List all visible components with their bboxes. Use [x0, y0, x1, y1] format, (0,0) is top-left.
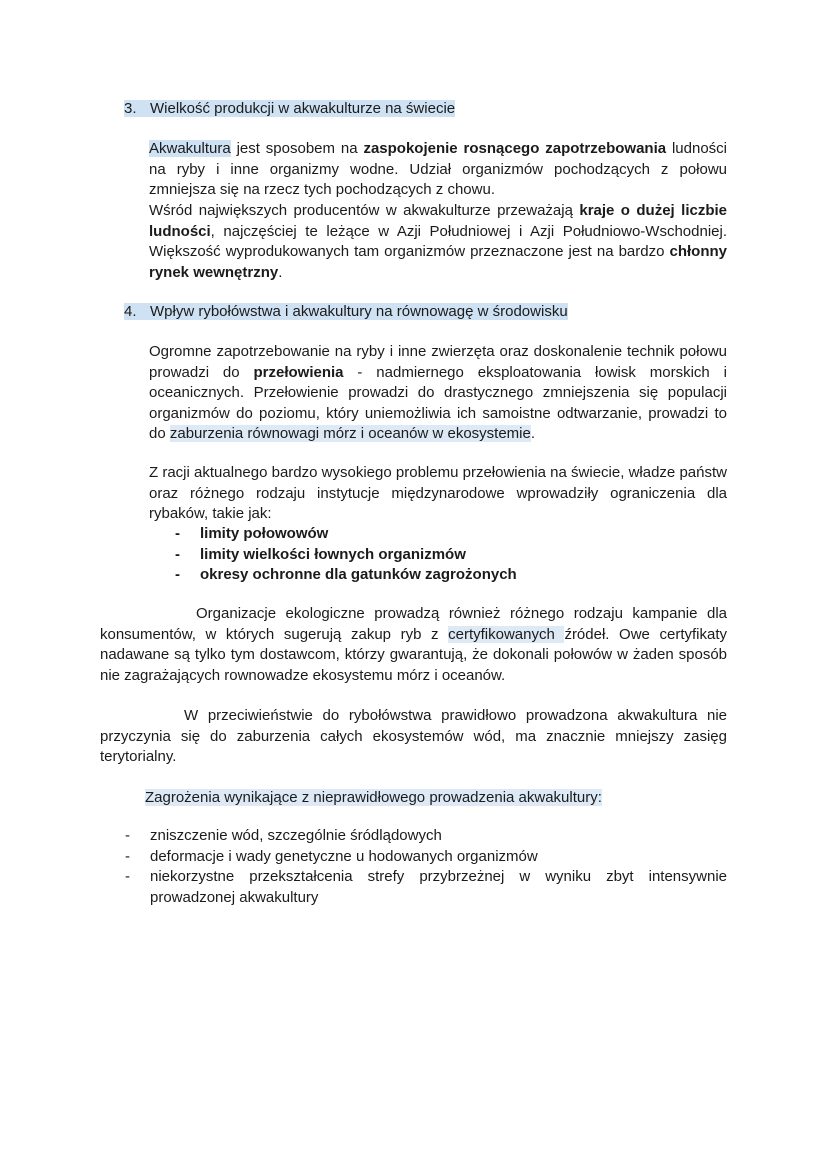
text-run: . — [530, 425, 536, 442]
bold-demand: zaspokojenie rosnącego zapotrzebowania — [363, 140, 667, 157]
text-run: Organizacje ekologiczne prowadzą również różnego rodzaju kampanie dla konsumentów, w których sugerują zakup ryb z — [100, 605, 727, 643]
list-item-text: zniszczenie wód, szczególnie śródlądowych — [150, 827, 442, 844]
bold-populous-countries: kraje o dużej liczbie ludności — [149, 202, 727, 240]
section-3-title: Wielkość produkcji w akwakulturze na świecie — [150, 100, 456, 117]
list-item — [175, 565, 727, 586]
section-3-heading — [124, 99, 455, 120]
highlight-ecosystem-disruption: zaburzenia równowagi mórz i oceanów w ekosystemie — [169, 425, 531, 442]
list-item — [175, 545, 727, 566]
text-run: W przeciwieństwie do rybołówstwa prawidłowo prowadzona akwakultura nie przyczynia się do zaburzenia całych ekosystemów wód, ma znacznie mniejszy zasięg terytorialny. — [100, 707, 727, 765]
text-run: jest sposobem na — [230, 140, 364, 157]
threats-heading — [145, 788, 602, 809]
section-4-title: Wpływ rybołówstwa i akwakultury na równowagę w środowisku — [150, 303, 568, 320]
text-run: ludności na ryby i inne organizmy wodne. Udział organizmów pochodzących z połowu zmniejsza się na rzecz tych pochodzących z chowu. — [149, 140, 728, 198]
threats-list — [125, 826, 727, 908]
dash-bullet: - — [125, 827, 130, 844]
list-item — [125, 867, 727, 908]
section-4-heading — [124, 302, 568, 323]
list-item — [125, 826, 727, 847]
text-run: Z racji aktualnego bardzo wysokiego problemu przełowienia na świecie, władze państw oraz różnego rodzaju instytucje międzynarodowe wprowadziły ograniczenia dla rybaków, takie jak: — [149, 464, 727, 522]
dash-bullet: - — [125, 847, 130, 865]
text-run: źródeł. Owe certyfikaty nadawane są tylko tym dostawcom, którzy gwarantują, że dokonali połowów w żaden sposób nie zagrażających rownowadze ekosystemu mórz i oceanów. — [100, 625, 728, 684]
paragraph-certification — [100, 604, 727, 686]
list-item-text: limity połowowów — [200, 525, 329, 542]
term-akwakultura: Akwakultura — [149, 140, 231, 157]
paragraph-aquaculture-comparison — [100, 706, 727, 768]
text-run: Ogromne zapotrzebowanie na ryby i inne zwierzęta oraz doskonalenie technik połowu prowadzi do — [149, 343, 727, 381]
text-run: - nadmiernego eksploatowania łowisk morskich i oceanicznych. Przełowienie prowadzi do drastycznego zmniejszenia się populacji organizmów do poziomu, który uniemożliwia ich samoistne odtwarzanie, prowadzi to do — [149, 363, 727, 442]
bold-internal-market: chłonny rynek wewnętrzny — [149, 243, 727, 281]
paragraph-aquaculture-intro — [149, 139, 727, 201]
list-item-text: niekorzystne przekształcenia strefy przybrzeżnej w wyniku zbyt intensywnie prowadzonej akwakultury — [150, 868, 727, 906]
paragraph-producers — [149, 201, 727, 283]
text-run: , najczęściej te leżące w Azji Południowej i Azji Południowo-Wschodniej. Większość wyprodukowanych tam organizmów przeznaczone jest na bardzo — [149, 222, 727, 260]
section-3-number: 3. — [124, 100, 137, 117]
list-item-text: okresy ochronne dla gatunków zagrożonych — [200, 566, 517, 583]
paragraph-overfishing — [149, 342, 727, 445]
paragraph-restrictions — [149, 463, 727, 525]
text-run: Wśród największych producentów w akwakulturze przeważają — [149, 202, 580, 219]
list-item-text: limity wielkości łownych organizmów — [200, 545, 466, 563]
threats-title: Zagrożenia wynikające z nieprawidłowego prowadzenia akwakultury: — [145, 789, 602, 806]
text-run: . — [278, 263, 283, 281]
dash-bullet: - — [175, 525, 180, 542]
highlight-certified: certyfikowanych — [448, 625, 565, 643]
dash-bullet: - — [175, 566, 180, 583]
dash-bullet: - — [175, 545, 180, 563]
fishing-limits-list — [175, 524, 727, 586]
list-item — [125, 847, 727, 868]
bold-overfishing: przełowienia — [253, 363, 344, 381]
section-4-number: 4. — [124, 303, 137, 320]
list-item — [175, 524, 727, 545]
list-item-text: deformacje i wady genetyczne u hodowanych organizmów — [150, 847, 538, 865]
dash-bullet: - — [125, 868, 130, 885]
